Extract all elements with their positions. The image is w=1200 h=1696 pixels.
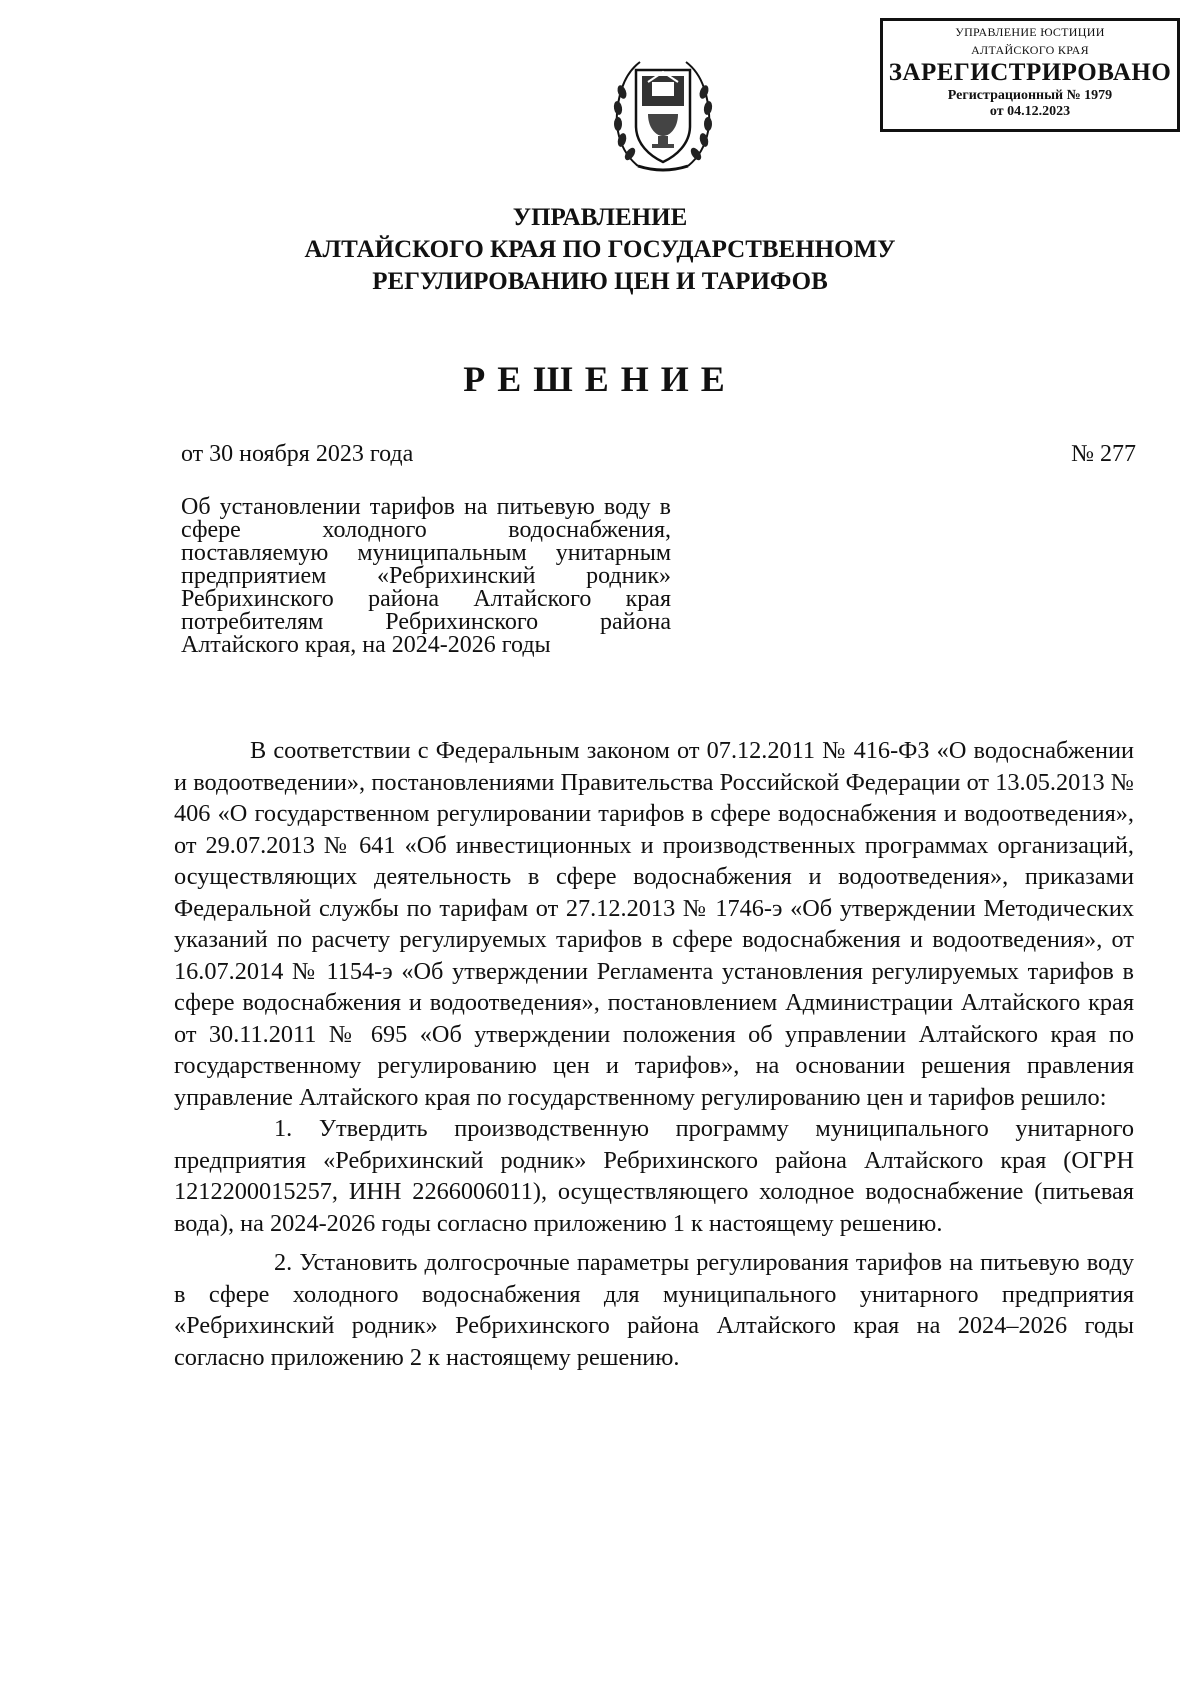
stamp-header-line2: АЛТАЙСКОГО КРАЯ xyxy=(971,43,1089,57)
stamp-registration-number: Регистрационный № 1979 xyxy=(947,88,1113,103)
document-title: РЕШЕНИЕ xyxy=(463,359,737,399)
agency-line2: АЛТАЙСКОГО КРАЯ ПО ГОСУДАРСТВЕННОМУ xyxy=(304,236,896,263)
preamble-paragraph: В соответствии с Федеральным законом от 07.12.2011 № 416-ФЗ «О водоснабжении и водоотведении», постановлениями Правительства Российской Федерации от 13.05.2013 № 406 «О государственном регулировании тарифов в сфере водоснабжения и водоотведения», от 29.07.2013 № 641 «Об инвестиционных и производственных программах организаций, осуществляющих деятельность в сфере водоснабжения и водоотведения», приказами Федеральной службы по тарифам от 27.12.2013 № 1746-э «Об утверждении Методических указаний по расчету регулируемых тарифов в сфере водоснабжения и водоотведения», от 16.07.2014 № 1154-э «Об утверждении Регламента установления регулируемых тарифов в сфере водоснабжения и водоотведения», постановлением Администрации Алтайского края от 30.11.2011 № 695 «Об утверждении положения об управлении Алтайского края по государственному регулированию цен и тарифов», на основании решения правления управление Алтайского края по государственному регулированию цен и тарифов решило: xyxy=(174,737,1134,1111)
resolution-item-1: 1. Утвердить производственную программу муниципального унитарного предприятия «Ребрихинский родник» Ребрихинского района Алтайского края (ОГРН 1212200015257, ИНН 2266006011), осуществляющего холодное водоснабжение (питьевая вода), на 2024-2026 годы согласно приложению 1 к настоящему решению. xyxy=(174,1115,1134,1237)
agency-line1: УПРАВЛЕНИЕ xyxy=(512,204,688,231)
stamp-date: от 04.12.2023 xyxy=(989,104,1071,119)
document-number: № 277 xyxy=(1071,441,1136,467)
registration-stamp xyxy=(880,18,1180,132)
altai-krai-coat-of-arms-icon xyxy=(608,48,718,176)
document-subject: Об установлении тарифов на питьевую воду в сфере холодного водоснабжения, поставляемую муниципальным унитарным предприятием «Ребрихинский родник» Ребрихинского района Алтайского края потребителям Ребрихинского района Алтайского края, на 2024-2026 годы xyxy=(181,494,671,658)
stamp-header-line1: УПРАВЛЕНИЕ ЮСТИЦИИ xyxy=(955,25,1105,39)
stamp-status: ЗАРЕГИСТРИРОВАНО xyxy=(888,59,1172,86)
document-body xyxy=(174,735,1134,1373)
issuing-agency xyxy=(0,202,1200,298)
resolution-item-2: 2. Установить долгосрочные параметры регулирования тарифов на питьевую воду в сфере холодного водоснабжения для муниципального унитарного предприятия «Ребрихинский родник» Ребрихинского района Алтайского края на 2024–2026 годы согласно приложению 2 к настоящему решению. xyxy=(174,1249,1134,1371)
agency-line3: РЕГУЛИРОВАНИЮ ЦЕН И ТАРИФОВ xyxy=(372,268,828,295)
document-date: от 30 ноября 2023 года xyxy=(181,441,414,467)
